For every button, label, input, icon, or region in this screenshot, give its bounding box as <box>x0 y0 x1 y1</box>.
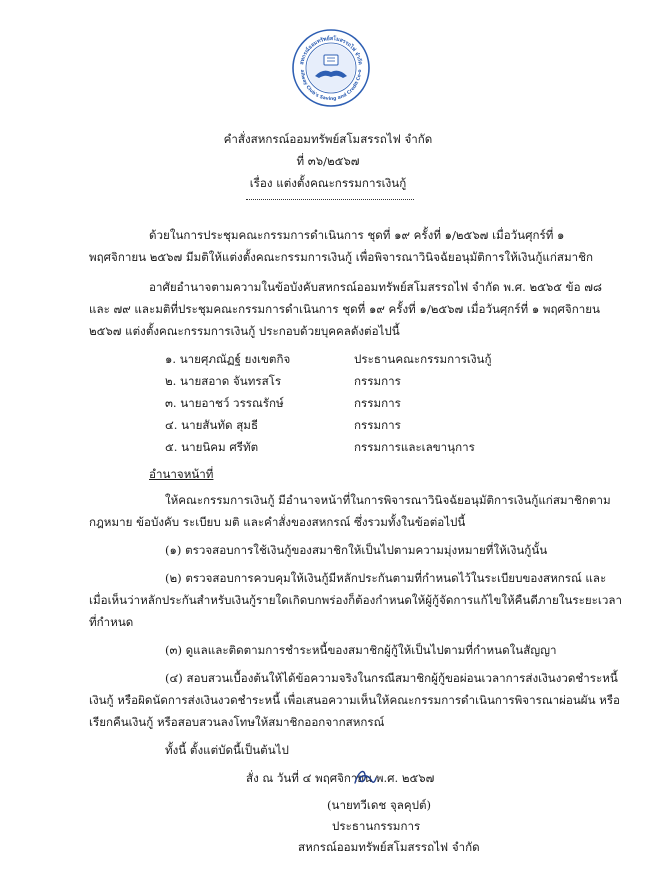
signer-organization: สหกรณ์ออมทรัพย์สโมสรรถไฟ จำกัด <box>298 840 480 854</box>
duty-4-line1: (๔) สอบสวนเบื้องต้นให้ได้ข้อความจริงในกรณีสมาชิกผู้กู้ขอผ่อนเวลาการส่งเงินงวดชำระหนี้ <box>165 671 618 685</box>
member-name: ๒. นายสอาด จันทรสโร <box>165 374 282 388</box>
signer-position: ประธานกรรมการ <box>332 819 421 833</box>
duties-intro-line1: ให้คณะกรรมการเงินกู้ มีอำนาจหน้าที่ในการพิจารณาวินิจฉัยอนุมัติการเงินกู้แก่สมาชิกตาม <box>165 493 611 507</box>
member-name: ๓. นายอาชว์ วรรณรักษ์ <box>165 396 284 410</box>
logo-bottom-text: ailway Club's Saving and Credit Co-o <box>298 69 364 103</box>
duties-heading: อำนาจหน้าที่ <box>149 467 214 481</box>
duty-1: (๑) ตรวจสอบการใช้เงินกู้ของสมาชิกให้เป็นไปตามความมุ่งหมายที่ให้เงินกู้นั้น <box>165 543 548 557</box>
member-role: กรรมการและเลขานุการ <box>354 440 475 454</box>
member-name: ๑. นายศุภณัฏฐ์ ยงเขตกิจ <box>165 352 291 366</box>
signer-name: (นายทวีเดช จุลคุปต์) <box>327 798 432 812</box>
order-number: ที่ ๓๖/๒๕๖๗ <box>296 154 360 168</box>
para2-line1: อาศัยอำนาจตามความในข้อบังคับสหกรณ์ออมทรัพย์สโมสรรถไฟ จำกัด พ.ศ. ๒๕๖๕ ข้อ ๗๘ <box>149 280 602 294</box>
para2-line2: และ ๗๙ และมติที่ประชุมคณะกรรมการดำเนินการ ชุดที่ ๑๙ ครั้งที่ ๑/๒๕๖๗ เมื่อวันศุกร์ที่ ๑ พฤศจิกายน <box>89 302 600 316</box>
duty-2-line3: ที่กำหนด <box>89 615 134 629</box>
member-role: ประธานคณะกรรมการเงินกู้ <box>354 352 492 366</box>
header-divider <box>246 199 414 200</box>
para1-line1: ด้วยในการประชุมคณะกรรมการดำเนินการ ชุดที่ ๑๙ ครั้งที่ ๑/๒๕๖๗ เมื่อวันศุกร์ที่ ๑ <box>149 228 565 242</box>
duty-2-line1: (๒) ตรวจสอบการควบคุมให้เงินกู้มีหลักประกันตามที่กำหนดไว้ในระเบียบของสหกรณ์ และ <box>165 571 607 585</box>
duty-4-line2: เงินกู้ หรือผิดนัดการส่งเงินงวดชำระหนี้ เพื่อเสนอความเห็นให้คณะกรรมการดำเนินการพิจารณาผ่อนผัน หรือ <box>89 693 621 707</box>
effective-statement: ทั้งนี้ ตั้งแต่บัดนี้เป็นต้นไป <box>165 743 289 757</box>
duties-intro-line2: กฎหมาย ข้อบังคับ ระเบียบ มติ และคำสั่งของสหกรณ์ ซึ่งรวมทั้งในข้อต่อไปนี้ <box>89 515 466 529</box>
order-subject: เรื่อง แต่งตั้งคณะกรรมการเงินกู้ <box>249 176 407 190</box>
duty-3: (๓) ดูแลและติดตามการชำระหนี้ของสมาชิกผู้กู้ให้เป็นไปตามที่กำหนดในสัญญา <box>165 643 557 657</box>
member-role: กรรมการ <box>354 374 401 388</box>
member-name: ๕. นายนิคม ศรีทัต <box>165 440 259 454</box>
order-date: สั่ง ณ วันที่ ๔ พฤศจิกายน พ.ศ. ๒๕๖๗ <box>246 771 435 785</box>
duty-2-line2: เมื่อเห็นว่าหลักประกันสำหรับเงินกู้รายใดเกิดบกพร่องก็ต้องกำหนดให้ผู้กู้จัดการแก้ไขให้คืนดีภายในระยะเวลา <box>89 593 622 607</box>
para1-line2: พฤศจิกายน ๒๕๖๗ มีมติให้แต่งตั้งคณะกรรมการเงินกู้ เพื่อพิจารณาวินิจฉัยอนุมัติการให้เงินกู้แก่สมาชิก <box>89 250 593 264</box>
member-name: ๔. นายสันทัด สุมธี <box>165 418 259 432</box>
cooperative-logo <box>291 28 371 108</box>
duty-4-line3: เรียกคืนเงินกู้ หรือสอบสวนลงโทษให้สมาชิกออกจากสหกรณ์ <box>89 715 385 729</box>
signature-mark <box>352 766 378 788</box>
logo-top-text: สหกรณ์ออมทรัพย์สโมสรรถไฟ จำกัด <box>299 35 363 66</box>
member-role: กรรมการ <box>354 418 401 432</box>
order-title: คำสั่งสหกรณ์ออมทรัพย์สโมสรรถไฟ จำกัด <box>223 132 433 146</box>
member-role: กรรมการ <box>354 396 401 410</box>
para2-line3: ๒๕๖๗ แต่งตั้งคณะกรรมการเงินกู้ ประกอบด้วยบุคคลดังต่อไปนี้ <box>89 324 400 338</box>
